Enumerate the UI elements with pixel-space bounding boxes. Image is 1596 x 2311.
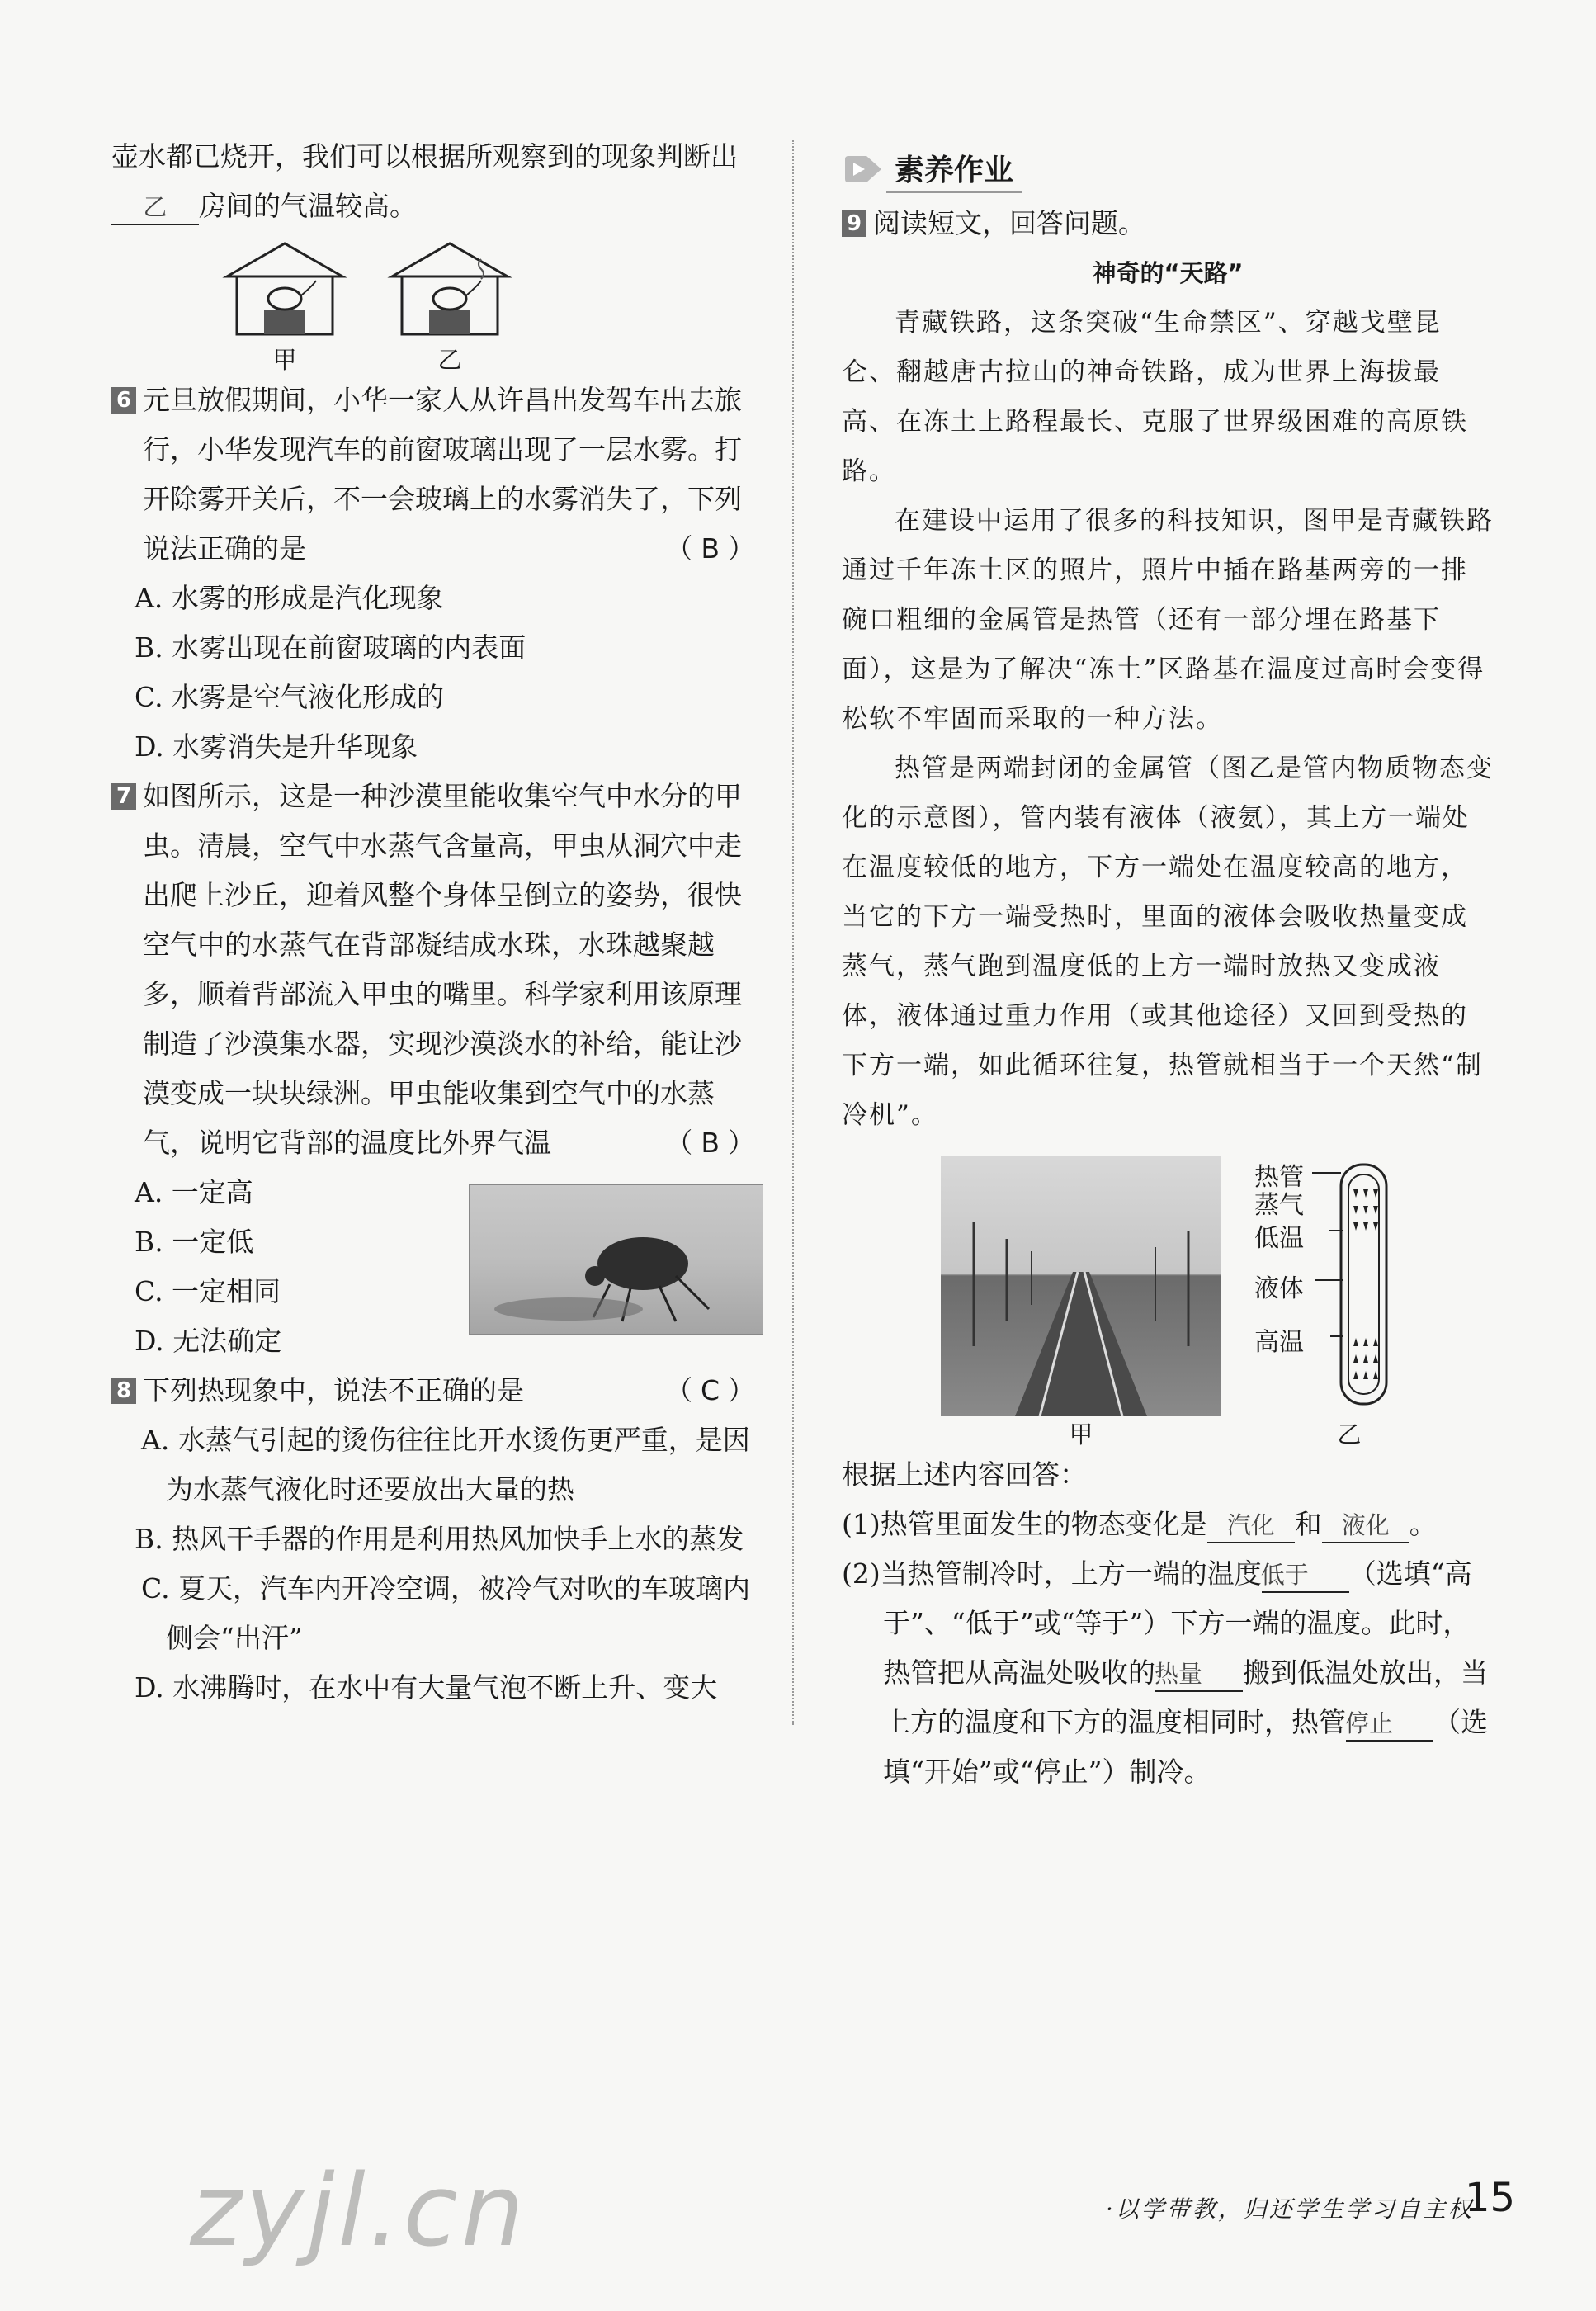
section-header (842, 144, 1494, 194)
question-stem: 下列热现象中，说法不正确的是 （C） (143, 1366, 763, 1415)
house-kettle-steam-icon (384, 239, 516, 338)
option: D. 无法确定 (135, 1325, 282, 1357)
option: D. 水沸腾时，在水中有大量气泡不断上升、变大 (135, 1671, 718, 1704)
option: C. 夏天，汽车内开冷空调，被冷气对吹的车玻璃内侧会“出汗” (141, 1572, 751, 1654)
sub-question-1: (1)热管里面发生的物态变化是 汽化 和 液化 。 (842, 1500, 1494, 1549)
house-label: 甲 (272, 346, 297, 374)
answer-blank: 低于 (1262, 1558, 1349, 1593)
right-column (842, 144, 1494, 1797)
question-6 (111, 376, 763, 574)
option: D. 水雾消失是升华现象 (135, 730, 418, 763)
intro-line-2: 乙 房间的气温较高。 (111, 182, 763, 231)
question-number: 6 (111, 387, 136, 414)
answer-blank: 乙 (111, 191, 199, 225)
intro-line: 壶水都已烧开，我们可以根据所观察到的现象判断出 (111, 140, 738, 172)
question-number: 8 (111, 1378, 136, 1404)
arrow-icon (842, 153, 886, 186)
column-divider (792, 140, 794, 1725)
figure-railway (941, 1156, 1221, 1450)
pipe-label: 热管 (1254, 1163, 1304, 1192)
answer-blank: 停止 (1346, 1707, 1433, 1742)
question-number: 9 (842, 210, 866, 237)
option: A. 一定高 (135, 1176, 253, 1208)
house-figure-jia (215, 239, 355, 376)
figures (941, 1156, 1494, 1450)
article-paragraph: 青藏铁路，这条突破“生命禁区”、穿越戈壁昆仑、翻越唐古拉山的神奇铁路，成为世界上海拔最高、在冻土上路程最长、克服了世界级困难的高原铁路。 (842, 308, 1468, 486)
house-figure-yi (380, 239, 520, 376)
figure-caption: 甲 (1069, 1420, 1093, 1449)
left-column (111, 132, 763, 1713)
section-title: 素养作业 (886, 145, 1022, 193)
answer-blank: 热量 (1155, 1657, 1243, 1692)
pipe-label: 低温 (1254, 1224, 1304, 1253)
pipe-label: 高温 (1254, 1328, 1304, 1357)
question-9 (842, 199, 1494, 248)
watermark: zyjl.cn (190, 2154, 527, 2269)
pipe-label: 蒸气 (1254, 1191, 1304, 1220)
railway-icon (941, 1156, 1221, 1416)
question-stem: 如图所示，这是一种沙漠里能收集空气中水分的甲虫。清晨，空气中水蒸气含量高，甲虫从洞穴中走出爬上沙丘，迎着风整个身体呈倒立的姿势，很快空气中的水蒸气在背部凝结成水珠，水珠越聚越多，顺着背部流入甲虫的嘴里。科学家利用该原理制造了沙漠集水器，实现沙漠淡水的补给，能让沙漠变成一块块绿洲。甲虫能收集到空气中的水蒸气，说明它背部的温度比外界气温 （B） (143, 772, 763, 1168)
page-number: 15 (1465, 2175, 1516, 2221)
article-paragraph: 热管是两端封闭的金属管（图乙是管内物质物态变化的示意图），管内装有液体（液氨），其上方一端处在温度较低的地方，下方一端处在温度较高的地方，当它的下方一端受热时，里面的液体会吸收热量变成蒸气，蒸气跑到温度低的上方一端时放热又变成液体，液体通过重力作用（或其他途径）又回到受热的下方一端，如此循环往复，热管就相当于一个天然“制冷机”。 (842, 754, 1494, 1130)
heat-pipe-icon (1254, 1156, 1395, 1416)
option: B. 水雾出现在前窗玻璃的内表面 (135, 631, 526, 664)
question-answer: （C） (664, 1374, 763, 1406)
answer-blank: 液化 (1322, 1509, 1409, 1543)
article-paragraph: 在建设中运用了很多的科技知识，图甲是青藏铁路通过千年冻土区的照片，照片中插在路基两旁的一排碗口粗细的金属管是热管（还有一部分埋在路基下面），这是为了解决“冻土”区路基在温度过高时会变得松软不牢固而采取的一种方法。 (842, 506, 1494, 734)
option: C. 一定相同 (135, 1275, 281, 1307)
answer-blank: 汽化 (1207, 1509, 1295, 1543)
house-kettle-icon (219, 239, 351, 338)
beetle-icon (470, 1185, 763, 1334)
article-title: 神奇的“天路” (1092, 259, 1244, 287)
question-7 (111, 772, 763, 1168)
question-answer: （B） (665, 532, 763, 565)
heat-pipe-diagram (1254, 1156, 1395, 1416)
option: C. 水雾是空气液化形成的 (135, 681, 445, 713)
pipe-label: 液体 (1254, 1274, 1304, 1303)
options-with-figure (111, 1168, 763, 1366)
house-figures (210, 239, 524, 376)
house-label: 乙 (437, 346, 462, 374)
footer-slogan: ·以学带教，归还学生学习自主权· (1106, 2195, 1484, 2223)
sub-question-2: (2)当热管制冷时，上方一端的温度低于 （选填“高于”、“低于”或“等于”）下方一端的温度。此时，热管把从高温处吸收的热量 搬到低温处放出，当上方的温度和下方的温度相同时，热管停止 （选填“开始”或“停止”）制冷。 (842, 1557, 1488, 1788)
option: B. 热风干手器的作用是利用热风加快手上水的蒸发 (135, 1523, 744, 1555)
option: A. 水雾的形成是汽化现象 (135, 582, 444, 614)
figure-heat-pipe (1254, 1156, 1395, 1450)
question-stem: 阅读短文，回答问题。 (873, 207, 1145, 239)
beetle-photo (469, 1184, 763, 1335)
option: A. 水蒸气引起的烫伤往往比开水烫伤更严重，是因为水蒸气液化时还要放出大量的热 (141, 1424, 750, 1505)
figure-caption: 乙 (1337, 1420, 1362, 1449)
railway-photo (941, 1156, 1221, 1416)
question-8 (111, 1366, 763, 1415)
sub-question-lead: 根据上述内容回答： (842, 1458, 1087, 1491)
question-answer: （B） (665, 1127, 763, 1159)
question-stem: 元旦放假期间，小华一家人从许昌出发驾车出去旅行，小华发现汽车的前窗玻璃出现了一层水雾。打开除雾开关后，不一会玻璃上的水雾消失了，下列说法正确的是 （B） (143, 376, 763, 574)
question-number: 7 (111, 783, 136, 810)
option: B. 一定低 (135, 1226, 254, 1258)
